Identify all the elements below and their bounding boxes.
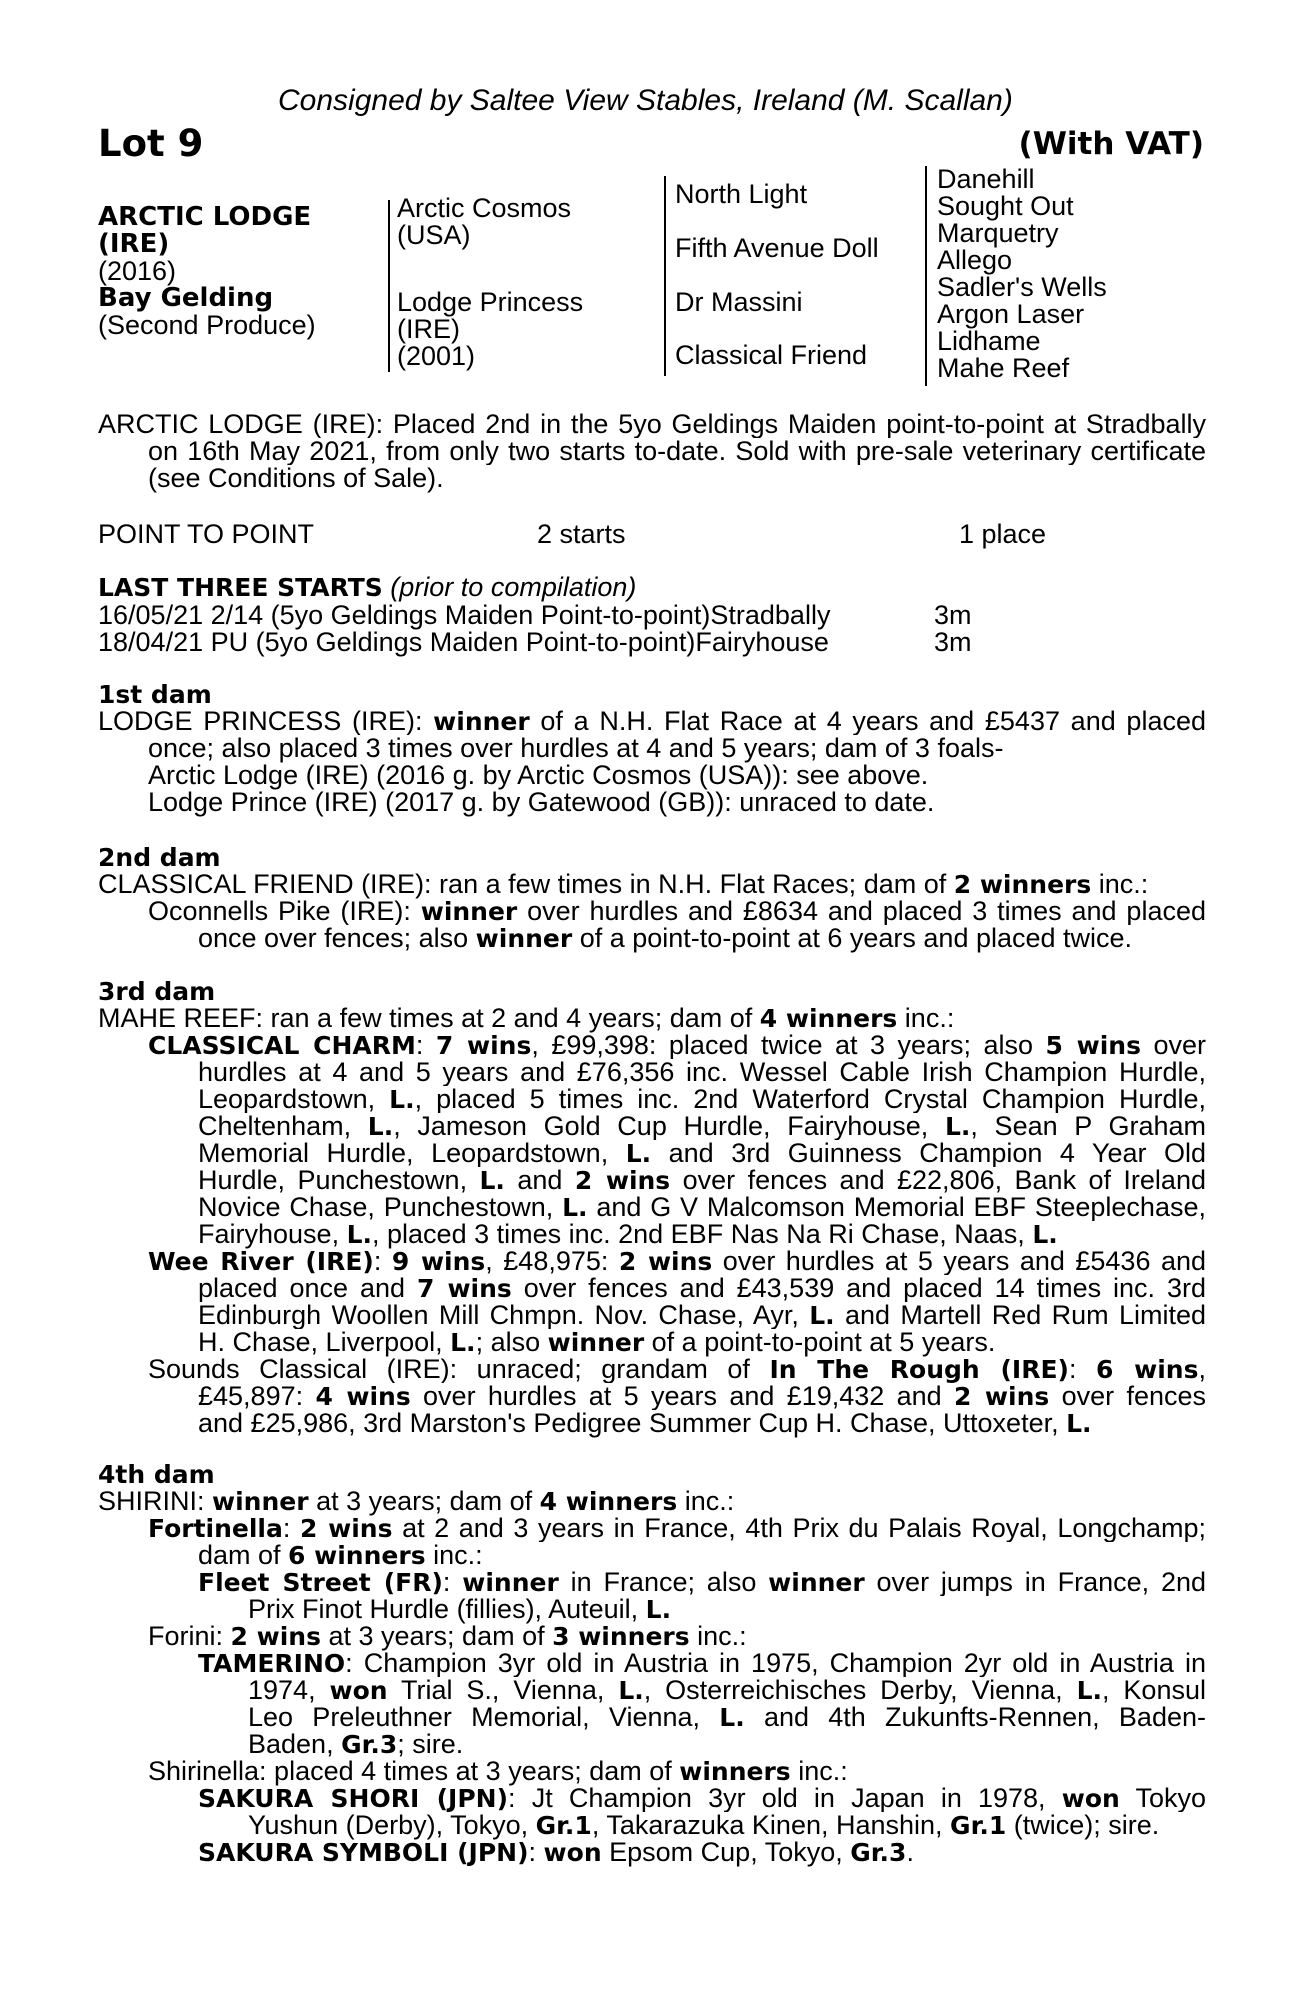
text-run: inc.: (677, 1486, 735, 1516)
bold-text: 6 wins (1096, 1356, 1199, 1383)
text-line: hurdles at 4 and 5 years and £76,356 inc. Wessel Cable Irish Champion Hurdle, (198, 1059, 1206, 1086)
text-run: Trial S., Vienna, (387, 1677, 619, 1704)
third-dam-text (98, 1005, 1206, 1437)
text-run: at 2 and 3 years in France, 4th Prix du Palais Royal, Longchamp; (392, 1515, 1206, 1542)
text-run: H. Chase, Liverpool, (198, 1327, 451, 1357)
text-run: over fences and £43,539 and placed 14 times inc. 3rd (511, 1275, 1206, 1302)
bold-text: L. (645, 1595, 672, 1624)
progeny-wee-river (98, 1248, 1206, 1356)
progeny-shirinella (98, 1758, 1206, 1866)
pedigree-ancestor: Argon Laser (937, 299, 1085, 329)
pedigree-grandparent: North Light (675, 179, 808, 209)
text-run: : (415, 1032, 436, 1059)
pedigree-ancestor: Allego (937, 245, 1013, 275)
bold-text: 4 wins (315, 1383, 411, 1410)
text-run: SHIRINI: (98, 1486, 213, 1516)
text-run: , £99,398: placed twice at 3 years; also (531, 1032, 1046, 1059)
text-run: , placed 3 times inc. 2nd EBF Nas Na Ri Chase, Naas, (372, 1219, 1033, 1249)
text-run: over hurdles and £8634 and placed 3 times and placed (517, 898, 1206, 925)
record-label: POINT TO POINT (98, 519, 315, 549)
text-run: and 4th Zukunfts-Rennen, Baden- (744, 1704, 1206, 1731)
bold-text: L. (450, 1328, 476, 1357)
text-run: Novice Chase, Punchestown, (198, 1194, 563, 1221)
bold-text: Gr.1 (535, 1811, 592, 1840)
text-run: (twice); sire. (1006, 1810, 1160, 1840)
bold-text: 2 winners (953, 870, 1092, 899)
text-run: Shirinella: placed 4 times at 3 years; dam of (148, 1756, 680, 1786)
first-dam-text (98, 708, 1206, 816)
text-run: and Martell Red Rum Limited (834, 1302, 1206, 1329)
text-run: Epsom Cup, Tokyo, (601, 1837, 851, 1867)
text-run: of a point-to-point at 5 years. (644, 1327, 996, 1357)
text-run: , Konsul (1102, 1677, 1206, 1704)
text-run: inc.: (1091, 869, 1149, 899)
progeny-fortinella (98, 1515, 1206, 1623)
bold-text: winner (547, 1328, 645, 1357)
bold-text: L. (809, 1302, 835, 1329)
bold-text: Gr.3 (341, 1730, 398, 1759)
bold-text: SAKURA SYMBOLI (JPN) (198, 1838, 529, 1867)
text-run: Leopardstown, (198, 1086, 390, 1113)
bold-text: L. (1066, 1409, 1092, 1438)
start-row-distance: 3m (934, 627, 972, 657)
pedigree-ancestor: Mahe Reef (937, 353, 1070, 383)
text-run: : (442, 1569, 463, 1596)
summary-line: (see Conditions of Sale). (148, 463, 444, 493)
bold-text: 4 winners (759, 1004, 898, 1033)
text-run: CLASSICAL FRIEND (IRE): ran a few times in N.H. Flat Races; dam of (98, 869, 954, 899)
fourth-dam-text (98, 1488, 1206, 1866)
second-dam-text (98, 871, 1206, 952)
foal-entry: Lodge Prince (IRE) (2017 g. by Gatewood (GB)): unraced to date. (148, 787, 935, 817)
pedigree-divider (388, 200, 390, 372)
start-row-text: 18/04/21 PU (5yo Geldings Maiden Point-to-point)Fairyhouse (98, 627, 829, 657)
text-run: £45,897: (198, 1383, 316, 1410)
bold-text: winner (768, 1569, 865, 1596)
sire-name: Arctic Cosmos (397, 193, 572, 223)
bold-text: 5 wins (1045, 1032, 1141, 1059)
text-run: 1974, (248, 1677, 330, 1704)
start-row-text: 16/05/21 2/14 (5yo Geldings Maiden Point-to-point)Stradbally (98, 600, 831, 630)
bold-text: 3 winners (552, 1622, 690, 1651)
text-run: Sounds Classical (IRE): unraced; grandam of (148, 1356, 770, 1383)
bold-text: winners (679, 1757, 791, 1786)
bold-text: CLASSICAL CHARM (148, 1032, 416, 1059)
bold-text: Gr.3 (850, 1838, 907, 1867)
text-run: inc.: (790, 1756, 848, 1786)
text-run: : Champion 3yr old in Austria in 1975, Champion 2yr old in Austria in (345, 1650, 1206, 1677)
bold-text: 7 wins (416, 1275, 512, 1302)
text-run: Prix Finot Hurdle (fillies), Auteuil, (248, 1594, 646, 1624)
horse-produce: (Second Produce) (98, 310, 316, 340)
text-run: Fairyhouse, (198, 1219, 347, 1249)
last-starts-heading (98, 572, 636, 603)
bold-text: L. (562, 1194, 588, 1221)
bold-text: winner (462, 1569, 559, 1596)
text-run: . (906, 1837, 914, 1867)
text-run: , Jameson Gold Cup Hurdle, Fairyhouse, (393, 1113, 945, 1140)
pedigree-grandparent: Classical Friend (675, 340, 868, 370)
text-run: : (528, 1837, 544, 1867)
bold-text: L. (389, 1086, 415, 1113)
progeny-sounds-classical (98, 1356, 1206, 1437)
bold-text: 6 winners (288, 1541, 426, 1570)
text-run: LODGE PRINCESS (IRE): (98, 708, 434, 735)
bold-text: winner (433, 708, 530, 735)
pedigree-great-grandparents (937, 166, 1107, 382)
text-run: Tokyo (1119, 1785, 1206, 1812)
consignor-line: Consigned by Saltee View Stables, Ireland (M. Scallan) (278, 84, 1013, 117)
horse-year: (2016) (98, 256, 177, 286)
bold-text: L. (719, 1704, 745, 1731)
text-run: and (504, 1167, 575, 1194)
text-run: of a point-to-point at 6 years and placed twice. (572, 923, 1133, 953)
text-run: , Osterreichisches Derby, Vienna, (643, 1677, 1077, 1704)
vat-label: (With VAT) (1018, 126, 1204, 162)
start-row-distance: 3m (934, 600, 972, 630)
text-run: over jumps in France, 2nd (864, 1569, 1206, 1596)
bold-text: winner (212, 1487, 309, 1516)
progeny-forini (98, 1623, 1206, 1758)
pedigree-divider (925, 166, 927, 386)
bold-text: L. (944, 1113, 971, 1140)
pedigree-grandparent: Fifth Avenue Doll (675, 233, 879, 263)
text-run: : (1068, 1356, 1096, 1383)
bold-text: L. (1032, 1220, 1058, 1249)
horse-identity (98, 204, 316, 339)
bold-text: L. (618, 1677, 644, 1704)
text-run: , placed 5 times inc. 2nd Waterford Crystal Champion Hurdle, (414, 1086, 1206, 1113)
text-run: ; sire. (397, 1729, 464, 1759)
summary-line: on 16th May 2021, from only two starts to-date. Sold with pre-sale veterinary certificate (148, 438, 1206, 465)
bold-text: In The Rough (IRE) (769, 1356, 1069, 1383)
horse-origin: (IRE) (98, 229, 170, 259)
text-run: at 3 years; dam of (320, 1621, 553, 1651)
text-run: Oconnells Pike (IRE): (148, 898, 421, 925)
text-run: Leo Preleuthner Memorial, Vienna, (248, 1704, 720, 1731)
bold-text: Gr.1 (950, 1811, 1007, 1840)
bold-text: L. (346, 1220, 373, 1249)
record-places: 1 place (959, 519, 1047, 549)
pedigree-ancestor: Sought Out (937, 191, 1074, 221)
pedigree-ancestor: Danehill (937, 164, 1035, 194)
text-run: MAHE REEF: ran a few times at 2 and 4 years; dam of (98, 1003, 760, 1033)
bold-text: SAKURA SHORI (JPN) (198, 1785, 509, 1812)
dam-origin: (IRE) (397, 314, 460, 344)
text-run: Forini: (148, 1621, 231, 1651)
bold-text: winner (420, 898, 518, 925)
pedigree-sire (397, 195, 571, 249)
lot-number: Lot 9 (98, 122, 204, 165)
text-run: Hurdle, Punchestown, (198, 1167, 480, 1194)
bold-text: L. (625, 1140, 652, 1167)
bold-text: winner (475, 924, 573, 953)
dam-text-line: once; also placed 3 times over hurdles at 4 and 5 years; dam of 3 foals- (148, 733, 1004, 763)
dam-name: Lodge Princess (397, 287, 584, 317)
bold-text: 2 wins (954, 1383, 1050, 1410)
first-dam-heading: 1st dam (98, 680, 212, 709)
text-run: : (373, 1248, 392, 1275)
pedigree-ancestor: Lidhame (937, 326, 1041, 356)
pedigree-grandparent: Dr Massini (675, 287, 803, 317)
bold-text: L. (479, 1167, 505, 1194)
text-run: at 3 years; dam of (308, 1486, 540, 1516)
last-starts-title: LAST THREE STARTS (98, 573, 383, 602)
third-dam-heading: 3rd dam (98, 977, 216, 1006)
summary-line: ARCTIC LODGE (IRE): Placed 2nd in the 5yo Geldings Maiden point-to-point at Stradbally (98, 411, 1206, 438)
text-run: , £48,975: (485, 1248, 619, 1275)
horse-colour-sex: Bay Gelding (98, 283, 274, 313)
text-run: over (1140, 1032, 1206, 1059)
text-run: Yushun (Derby), Tokyo, (248, 1810, 536, 1840)
bold-text: won (1061, 1785, 1120, 1812)
bold-text: Fortinella (148, 1515, 283, 1542)
text-run: , Sean P Graham (970, 1113, 1206, 1140)
bold-text: 4 winners (539, 1487, 678, 1516)
second-dam-heading: 2nd dam (98, 843, 221, 872)
bold-text: 2 wins (299, 1515, 393, 1542)
pedigree-ancestor: Sadler's Wells (937, 272, 1107, 302)
text-run: over fences (1049, 1383, 1206, 1410)
text-run: , (1198, 1356, 1206, 1383)
text-run: over fences and £22,806, Bank of Ireland (670, 1167, 1206, 1194)
bold-text: L. (367, 1113, 394, 1140)
bold-text: 7 wins (435, 1032, 532, 1059)
pedigree-dam (397, 289, 583, 370)
text-run: Edinburgh Woollen Mill Chmpn. Nov. Chase, Ayr, (198, 1302, 810, 1329)
sire-origin: (USA) (397, 220, 471, 250)
text-run: Memorial Hurdle, Leopardstown, (198, 1140, 626, 1167)
text-run: Cheltenham, (198, 1113, 368, 1140)
dam-year: (2001) (397, 341, 476, 371)
text-run: and G V Malcomson Memorial EBF Steeplechase, (587, 1194, 1206, 1221)
text-run: over hurdles at 5 years and £5436 and (712, 1248, 1206, 1275)
horse-name: ARCTIC LODGE (98, 202, 312, 232)
bold-text: 9 wins (391, 1248, 486, 1275)
pedigree-ancestor: Marquetry (937, 218, 1059, 248)
text-run: : Jt Champion 3yr old in Japan in 1978, (508, 1785, 1062, 1812)
record-starts: 2 starts (537, 519, 626, 549)
text-run: once over fences; also (198, 923, 476, 953)
bold-text: won (329, 1677, 388, 1704)
text-run: dam of (198, 1540, 289, 1570)
text-run: : (282, 1515, 300, 1542)
bold-text: TAMERINO (198, 1650, 346, 1677)
text-run: over hurdles at 5 years and £19,432 and (410, 1383, 954, 1410)
text-run: , Takarazuka Kinen, Hanshin, (591, 1810, 951, 1840)
text-run: placed once and (198, 1275, 417, 1302)
pedigree-divider (664, 176, 666, 376)
bold-text: L. (1076, 1677, 1103, 1704)
bold-text: 2 wins (574, 1167, 671, 1194)
horse-summary (98, 411, 1206, 492)
text-run: and £25,986, 3rd Marston's Pedigree Summer Cup H. Chase, Uttoxeter, (198, 1408, 1067, 1438)
bold-text: Fleet Street (FR) (198, 1569, 443, 1596)
text-run: inc.: (689, 1621, 747, 1651)
last-starts-note: (prior to compilation) (390, 572, 637, 602)
text-run: of a N.H. Flat Race at 4 years and £5437 and placed (529, 708, 1206, 735)
bold-text: 2 wins (618, 1248, 713, 1275)
text-run: inc.: (425, 1540, 483, 1570)
text-run: ; also (475, 1327, 548, 1357)
foal-entry: Arctic Lodge (IRE) (2016 g. by Arctic Cosmos (USA)): see above. (148, 760, 929, 790)
bold-text: won (543, 1838, 602, 1867)
text-run: in France; also (558, 1569, 769, 1596)
progeny-classical-charm (98, 1032, 1206, 1248)
text-run: and 3rd Guinness Champion 4 Year Old (651, 1140, 1206, 1167)
bold-text: Wee River (IRE) (148, 1248, 374, 1275)
bold-text: 2 wins (230, 1622, 321, 1651)
text-run: Baden, (248, 1729, 342, 1759)
fourth-dam-heading: 4th dam (98, 1460, 215, 1489)
text-run: inc.: (897, 1003, 955, 1033)
